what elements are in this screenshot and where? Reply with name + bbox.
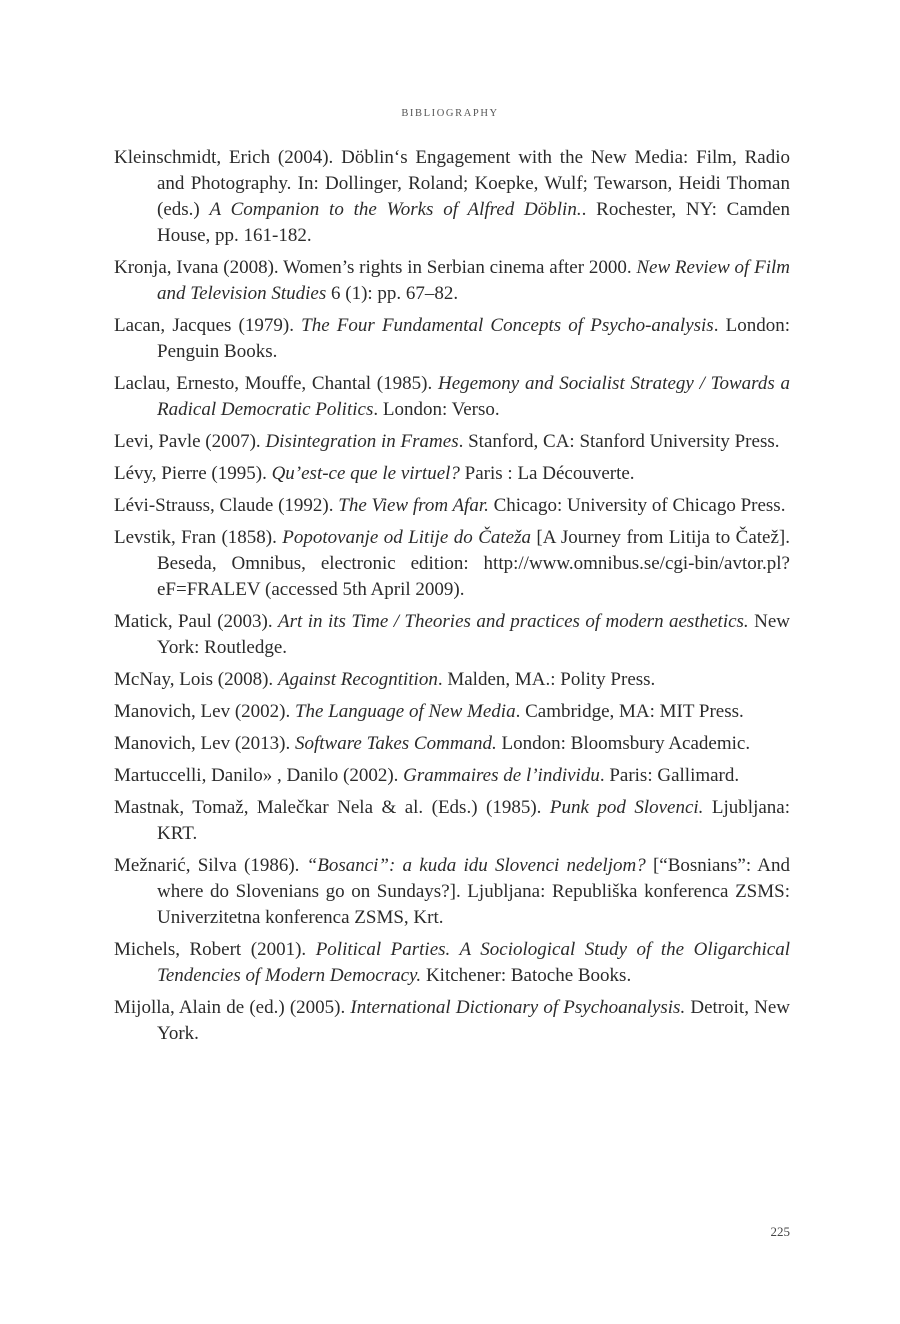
entry-text: Mežnarić, Silva (1986). xyxy=(114,855,307,876)
entry-text: Matick, Paul (2003). xyxy=(114,611,279,632)
entry-title: Software Takes Command. xyxy=(294,733,497,754)
entry-text: Kronja, Ivana (2008). Women’s rights in Serbian cinema after 2000. xyxy=(114,257,637,278)
entry-text: Mijolla, Alain de (ed.) (2005). xyxy=(114,997,351,1018)
entry-title: A Companion to the Works of Alfred Döblin. xyxy=(209,199,582,220)
bibliography-entry xyxy=(114,699,790,725)
entry-text: Paris : La Découverte. xyxy=(459,463,635,484)
bibliography-list xyxy=(114,145,790,1053)
bibliography-entry xyxy=(114,371,790,423)
bibliography-entry xyxy=(114,795,790,847)
bibliography-entry xyxy=(114,493,790,519)
entry-title: The Four Fundamental Concepts of Psycho-analysis xyxy=(301,315,714,336)
entry-title: Against Recogntition xyxy=(277,669,438,690)
bibliography-entry xyxy=(114,313,790,365)
page-number: 225 xyxy=(770,1224,790,1239)
entry-text: London: Bloomsbury Academic. xyxy=(496,733,751,754)
entry-text: Lévy, Pierre (1995). xyxy=(114,463,272,484)
entry-title: The Language of New Media xyxy=(294,701,516,722)
entry-text: . Malden, MA.: Polity Press. xyxy=(437,669,656,690)
entry-text: [A Journey from Litija to Čatež]. Beseda, Omnibus, electronic edition: http://www.omnibus.se/cgi-bin/avtor.pl?eF=FRALEV (accessed 5th April 2009). xyxy=(157,527,790,600)
entry-text: Manovich, Lev (2002). xyxy=(114,701,295,722)
entry-text: Lévi-Strauss, Claude (1992). xyxy=(114,495,339,516)
bibliography-entry xyxy=(114,763,790,789)
entry-text: Kitchener: Batoche Books. xyxy=(421,965,632,986)
entry-text: Laclau, Ernesto, Mouffe, Chantal (1985). xyxy=(114,373,438,394)
bibliography-entry xyxy=(114,255,790,307)
entry-text: 6 (1): pp. 67–82. xyxy=(326,283,459,304)
entry-title: Disintegration in Frames xyxy=(265,431,459,452)
entry-text: Manovich, Lev (2013). xyxy=(114,733,295,754)
entry-text: Ljubljana: KRT. xyxy=(157,797,790,844)
bibliography-entry xyxy=(114,429,790,455)
bibliography-entry xyxy=(114,145,790,249)
bibliography-entry xyxy=(114,995,790,1047)
entry-text: Lacan, Jacques (1979). xyxy=(114,315,302,336)
entry-title: Political Parties. A Sociological Study of the Oligarchical Tendencies of Modern Democracy. xyxy=(157,939,790,986)
bibliography-entry xyxy=(114,853,790,931)
entry-title: Hegemony and Socialist Strategy / Towards a Radical Democratic Politics xyxy=(157,373,790,420)
entry-title: Popotovanje od Litije do Čateža xyxy=(282,527,531,548)
entry-title: International Dictionary of Psychoanalysis. xyxy=(350,997,686,1018)
entry-text: . Rochester, NY: Camden House, pp. 161-182. xyxy=(157,199,790,246)
entry-text: Levstik, Fran (1858). xyxy=(114,527,283,548)
entry-text: Detroit, New York. xyxy=(157,997,790,1044)
entry-title: The View from Afar. xyxy=(338,495,489,516)
entry-text: . London: Verso. xyxy=(373,399,500,420)
bibliography-entry xyxy=(114,525,790,603)
entry-text: . Stanford, CA: Stanford University Press. xyxy=(458,431,780,452)
entry-title: Punk pod Slovenci. xyxy=(549,797,704,818)
entry-text: Mastnak, Tomaž, Malečkar Nela & al. (Eds.) (1985). xyxy=(114,797,550,818)
entry-text: [“Bosnians”: And where do Slovenians go on Sundays?]. Ljubljana: Republiška konferenca ZSMS: Univerzitetna konferenca ZSMS, Krt. xyxy=(157,855,791,928)
entry-title: “Bosanci”: a kuda idu Slovenci nedeljom? xyxy=(306,855,646,876)
entry-text: Kleinschmidt, Erich (2004). Döblin‘s Engagement with the New Media: Film, Radio and Photography. In: Dollinger, Roland; Koepke, Wulf; Tewarson, Heidi Thoman (eds.) xyxy=(114,147,790,220)
entry-text: McNay, Lois (2008). xyxy=(114,669,278,690)
bibliography-entry xyxy=(114,731,790,757)
bibliography-entry xyxy=(114,667,790,693)
entry-text: Chicago: University of Chicago Press. xyxy=(488,495,786,516)
entry-text: . Cambridge, MA: MIT Press. xyxy=(515,701,744,722)
entry-title: New Review of Film and Television Studies xyxy=(157,257,790,304)
entry-title: Qu’est-ce que le virtuel? xyxy=(271,463,460,484)
bibliography-entry xyxy=(114,461,790,487)
entry-text: Michels, Robert (2001). xyxy=(114,939,316,960)
entry-title: Art in its Time / Theories and practices of modern aesthetics. xyxy=(278,611,749,632)
running-head: BIBLIOGRAPHY xyxy=(401,108,499,119)
entry-text: Martuccelli, Danilo» , Danilo (2002). xyxy=(114,765,404,786)
entry-text: New York: Routledge. xyxy=(157,611,790,658)
entry-text: . Paris: Gallimard. xyxy=(599,765,740,786)
entry-text: . London: Penguin Books. xyxy=(157,315,790,362)
entry-text: Levi, Pavle (2007). xyxy=(114,431,266,452)
bibliography-entry xyxy=(114,609,790,661)
entry-title: Grammaires de l’individu xyxy=(403,765,600,786)
bibliography-entry xyxy=(114,937,790,989)
